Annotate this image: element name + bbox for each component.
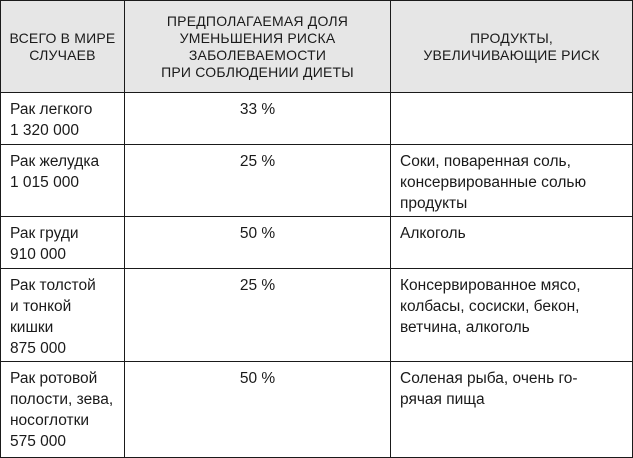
cancer-name: и тонкой кишки <box>10 298 72 336</box>
reduction-cell: 50 % <box>125 362 391 458</box>
header-cases <box>1 1 125 93</box>
cancer-name: полости, зева, <box>10 391 114 408</box>
cancer-count: 910 000 <box>10 246 67 263</box>
reduction-cell: 25 % <box>125 269 391 362</box>
cancer-cell <box>1 145 125 217</box>
cancer-name: носоглотки <box>10 412 90 429</box>
products-line: Консервированное мясо, <box>400 277 581 294</box>
cancer-cell <box>1 269 125 362</box>
cancer-name: Рак желудка <box>10 153 100 170</box>
table-row <box>1 93 633 145</box>
header-text-line: ПРЕДПОЛАГАЕМАЯ ДОЛЯ <box>166 12 349 29</box>
products-cell <box>391 217 633 269</box>
table-row <box>1 145 633 217</box>
header-text-line: СЛУЧАЕВ <box>29 46 96 63</box>
table-row <box>1 217 633 269</box>
products-line: Соки, поваренная соль, <box>400 153 571 170</box>
header-risk-reduction <box>125 1 391 93</box>
header-risk-products <box>391 1 633 93</box>
cancer-name: Рак ротовой <box>10 370 98 387</box>
cancer-name: Рак легкого <box>10 101 93 118</box>
cancer-cell <box>1 93 125 145</box>
products-cell <box>391 362 633 458</box>
cancer-name: Рак толстой <box>10 277 96 294</box>
cancer-count: 875 000 <box>10 340 67 357</box>
header-text-line: ВСЕГО В МИРЕ <box>9 29 116 46</box>
products-line: консервированные солью <box>400 174 587 191</box>
header-text-line: ПРИ СОБЛЮДЕНИИ ДИЕТЫ <box>161 63 354 80</box>
reduction-cell: 33 % <box>125 93 391 145</box>
cancer-count: 1 015 000 <box>10 174 79 191</box>
header-text-line: ЗАБОЛЕВАЕМОСТИ <box>188 46 327 63</box>
products-line: рячая пища <box>400 391 485 408</box>
table-row <box>1 269 633 362</box>
cancer-count: 1 320 000 <box>10 122 79 139</box>
table-row <box>1 362 633 458</box>
reduction-cell: 25 % <box>125 145 391 217</box>
header-row <box>1 1 633 93</box>
cancer-count: 575 000 <box>10 433 67 450</box>
products-line: Алкоголь <box>400 225 466 242</box>
header-text-line: ПРОДУКТЫ, <box>470 29 553 46</box>
products-cell <box>391 269 633 362</box>
products-line: ветчина, алкоголь <box>400 319 530 336</box>
header-text-line: УВЕЛИЧИВАЮЩИЕ РИСК <box>423 46 600 63</box>
cancer-name: Рак груди <box>10 225 79 242</box>
products-cell <box>391 93 633 145</box>
cancer-cell <box>1 362 125 458</box>
reduction-cell: 50 % <box>125 217 391 269</box>
products-line: колбасы, сосиски, бекон, <box>400 298 580 315</box>
products-line: продукты <box>400 195 468 212</box>
header-text-line: УМЕНЬШЕНИЯ РИСКА <box>179 29 336 46</box>
cancer-cell <box>1 217 125 269</box>
products-cell <box>391 145 633 217</box>
products-line: Соленая рыба, очень го- <box>400 370 578 387</box>
